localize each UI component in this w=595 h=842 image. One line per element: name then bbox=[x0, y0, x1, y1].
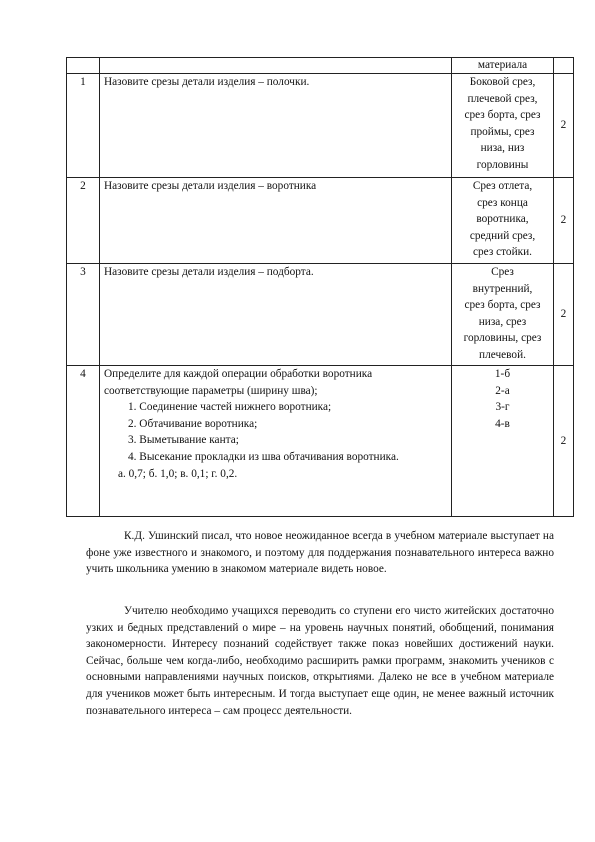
list-item: 2. Обтачивание воротника; bbox=[128, 417, 258, 430]
header-question-cell bbox=[100, 58, 452, 74]
answer-line: горловины, срез bbox=[463, 332, 542, 345]
answer-line: 1-б bbox=[494, 368, 511, 380]
answer-line: внутренний, bbox=[472, 282, 533, 295]
answer-line: Срез bbox=[491, 266, 514, 278]
row-points: 2 bbox=[554, 264, 574, 366]
header-points-cell bbox=[554, 58, 574, 74]
paragraph: Учителю необходимо учащихся переводить со ступени его чисто житейских достаточно узких и бедных представлений о мире – на уровень научных понятий, обобщений, понимания закономерности. Интересу познаний содействует также показ новейших достижений науки. Сейчас, больше чем когда-либо, необходимо расширить рамки программ, знакомить учеников с основными направлениями научных поисков, открытиями. Далеко не все в учебном материале для учеников может быть интересным. И тогда выступает еще один, не менее важный источник познавательного интереса – сам процесс деятельности. bbox=[86, 605, 554, 717]
answer-line: срез конца bbox=[477, 196, 528, 209]
answer-line: Боковой срез, bbox=[469, 76, 536, 88]
answer-line: срез борта, срез bbox=[464, 299, 541, 312]
answer-line: срез стойки. bbox=[473, 246, 532, 259]
row-question: Назовите срезы детали изделия – воротника bbox=[100, 178, 452, 264]
row-question bbox=[100, 366, 452, 517]
table-header-row bbox=[67, 58, 574, 74]
header-answer-cell: материала bbox=[452, 58, 554, 74]
table-row bbox=[67, 74, 574, 178]
answer-line: проймы, срез bbox=[470, 125, 535, 138]
row-points: 2 bbox=[554, 178, 574, 264]
answer-line: 2-а bbox=[495, 384, 510, 397]
table-row bbox=[67, 264, 574, 366]
answer-line: 3-г bbox=[495, 401, 510, 414]
list-item: 3. Выметывание канта; bbox=[128, 434, 239, 447]
row-answer bbox=[452, 178, 554, 264]
operations-list bbox=[104, 399, 451, 465]
row-answer bbox=[452, 74, 554, 178]
row-number: 3 bbox=[67, 264, 100, 366]
list-item: 4. Высекание прокладки из шва обтачивания воротника. bbox=[128, 450, 399, 463]
row-points: 2 bbox=[554, 366, 574, 517]
answer-line: 4-в bbox=[495, 417, 510, 430]
answer-line: горловины bbox=[476, 158, 529, 171]
row-points: 2 bbox=[554, 74, 574, 178]
answer-line: Срез отлета, bbox=[472, 180, 533, 192]
question-line: соответствующие параметры (ширину шва); bbox=[104, 384, 318, 397]
row-question: Назовите срезы детали изделия – подборта. bbox=[100, 264, 452, 366]
paragraph: К.Д. Ушинский писал, что новое неожиданное всегда в учебном материале выступает на фоне уже известного и знакомого, и поэтому для поддержания познавательного интереса важно учить школьника умению в знакомом материале видеть новое. bbox=[86, 530, 554, 576]
row-question: Назовите срезы детали изделия – полочки. bbox=[100, 74, 452, 178]
answer-line: плечевой срез, bbox=[467, 92, 538, 105]
answer-line: плечевой. bbox=[479, 348, 526, 361]
answer-line: низа, срез bbox=[478, 315, 527, 328]
answer-line: низа, низ bbox=[480, 142, 525, 155]
row-answer bbox=[452, 264, 554, 366]
assessment-table bbox=[66, 57, 574, 517]
answer-line: срез борта, срез bbox=[464, 109, 541, 122]
list-item: 1. Соединение частей нижнего воротника; bbox=[128, 401, 332, 414]
question-line: Определите для каждой операции обработки воротника bbox=[104, 368, 373, 380]
table-row bbox=[67, 178, 574, 264]
row-answer bbox=[452, 366, 554, 517]
row-number: 4 bbox=[67, 366, 100, 517]
answer-line: воротника, bbox=[476, 213, 529, 226]
table-row bbox=[67, 366, 574, 517]
options-line: а. 0,7; б. 1,0; в. 0,1; г. 0,2. bbox=[118, 467, 238, 480]
row-number: 2 bbox=[67, 178, 100, 264]
row-number: 1 bbox=[67, 74, 100, 178]
answer-line: средний срез, bbox=[469, 229, 536, 242]
header-num-cell bbox=[67, 58, 100, 74]
